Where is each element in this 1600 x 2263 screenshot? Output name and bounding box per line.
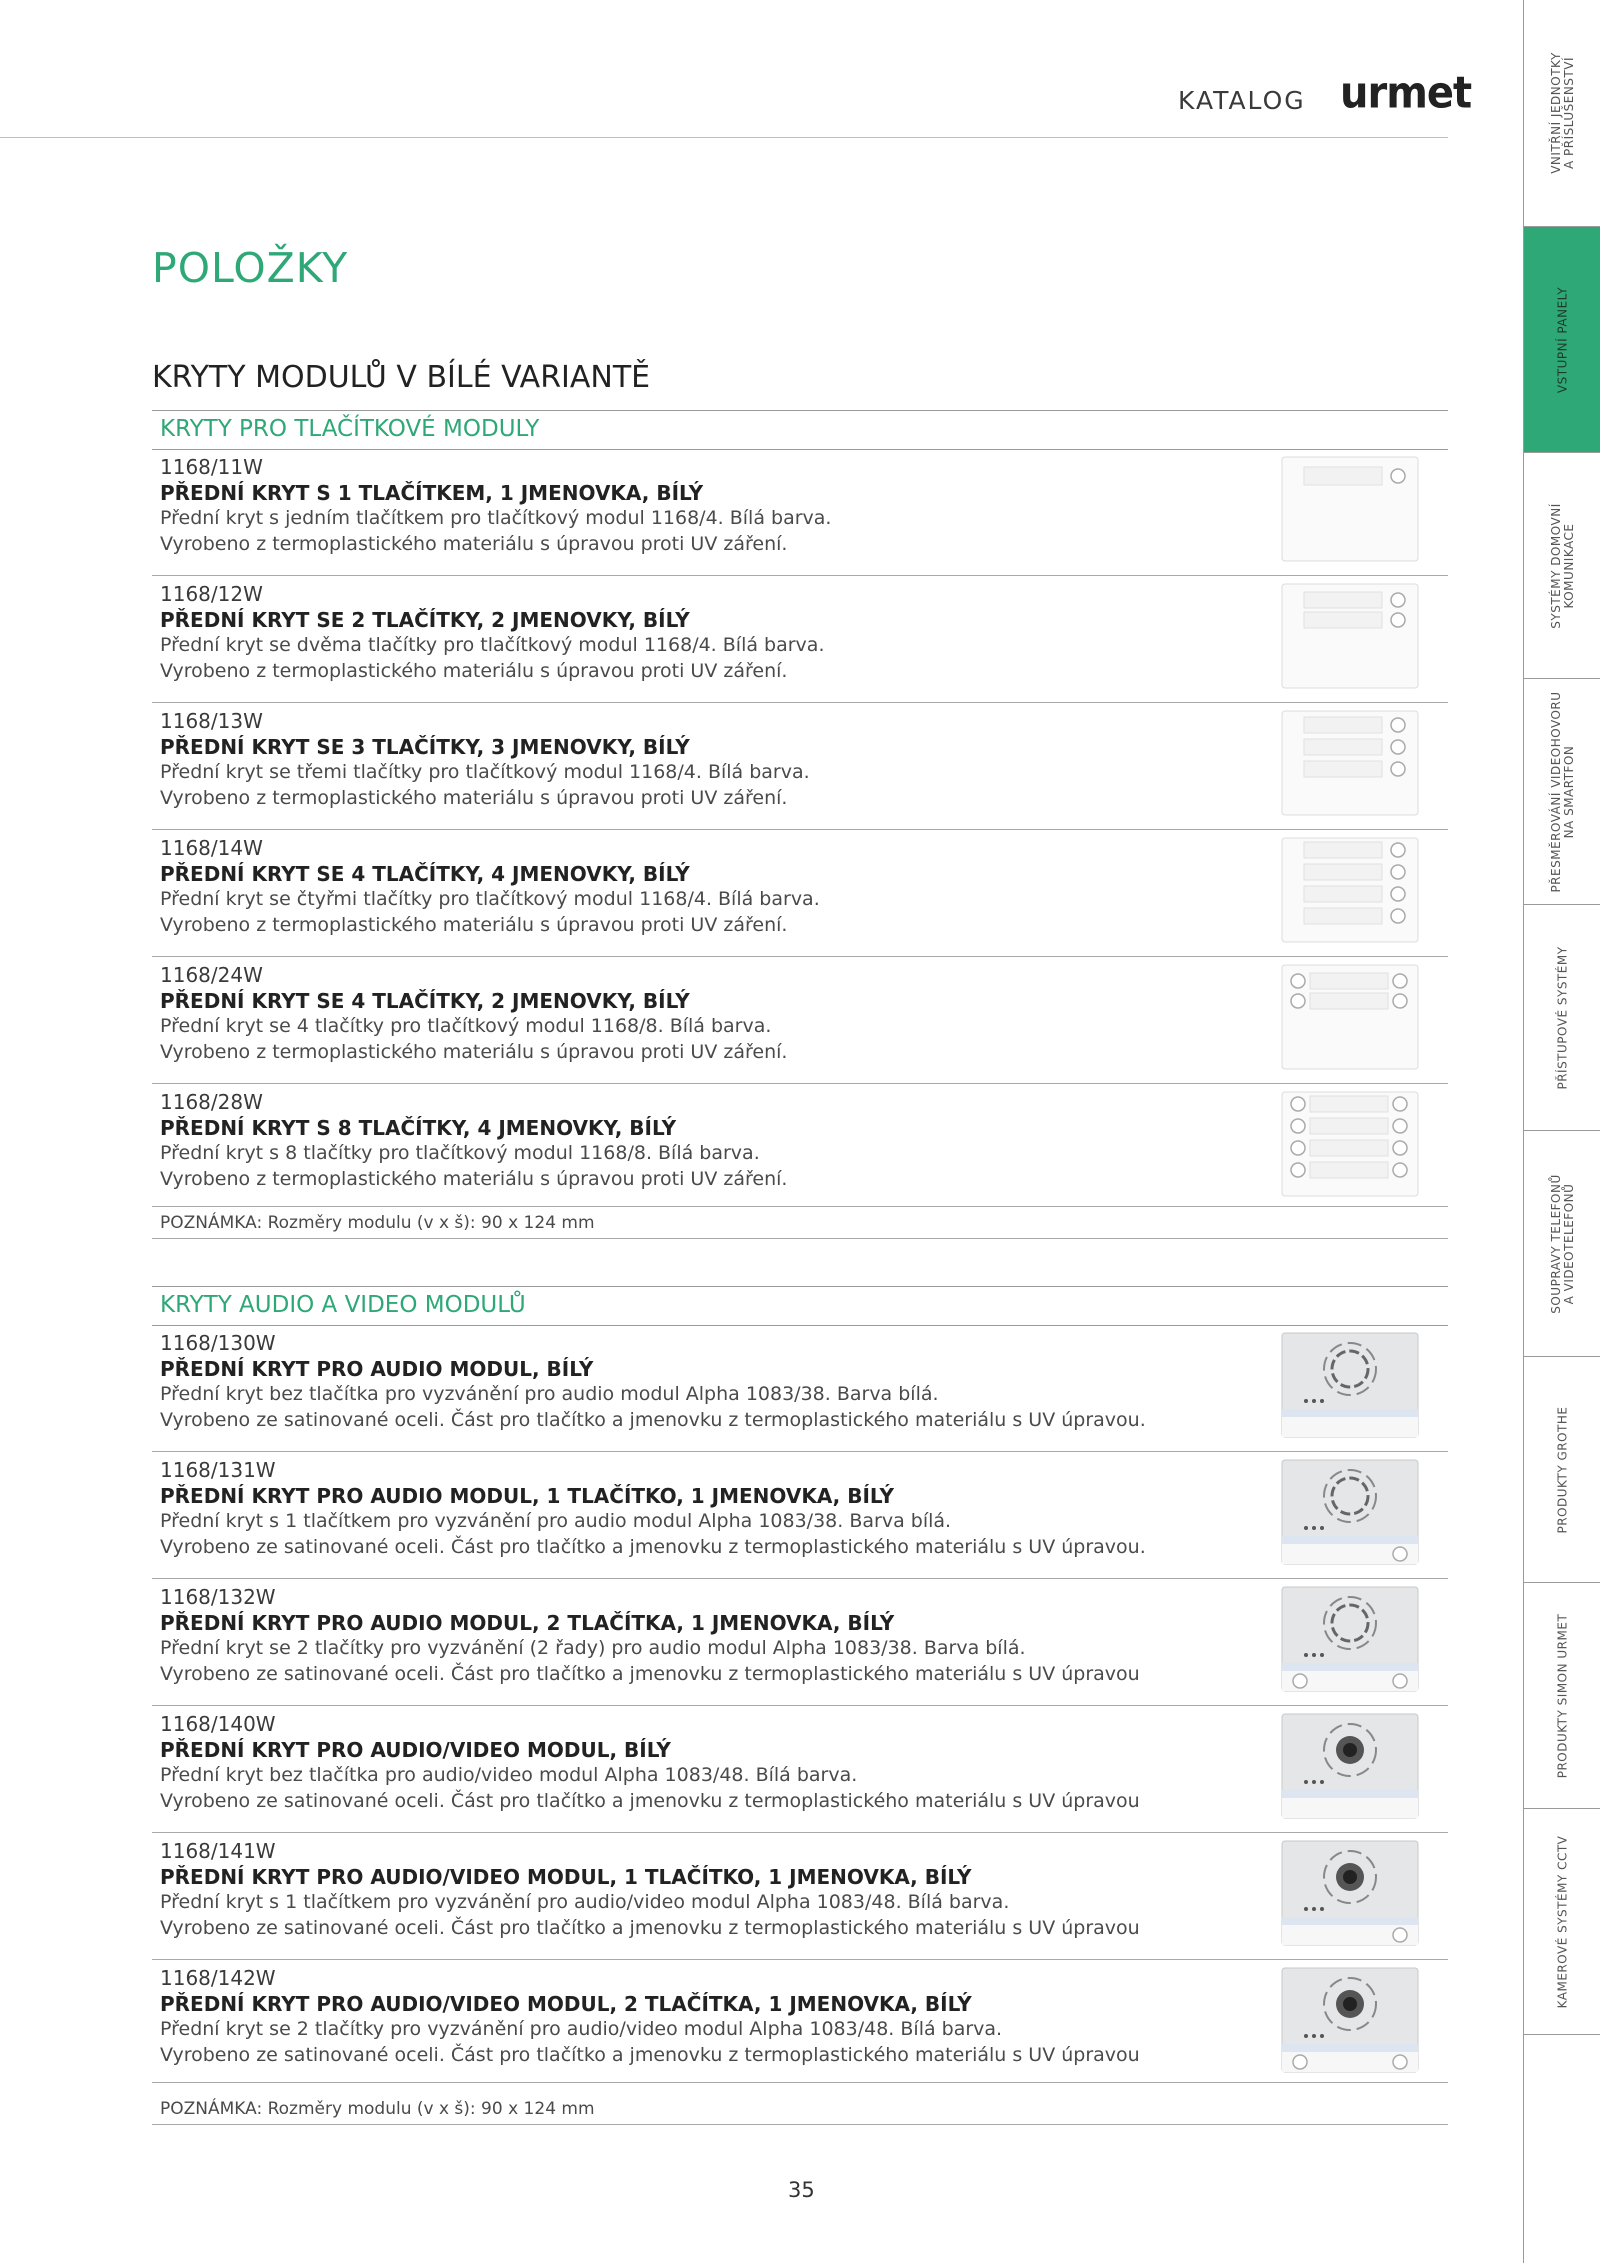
product-description: Přední kryt se dvěma tlačítky pro tlačítkový modul 1168/4. Bílá barva. — [160, 634, 825, 656]
product-description: Vyrobeno ze satinované oceli. Část pro tlačítko a jmenovku z termoplastického materiálu s UV úpravou. — [160, 1536, 1146, 1558]
product-name: PŘEDNÍ KRYT SE 2 TLAČÍTKY, 2 JMENOVKY, BÍLÝ — [160, 608, 690, 632]
product-code: 1168/130W — [160, 1331, 276, 1355]
product-name: PŘEDNÍ KRYT S 8 TLAČÍTKY, 4 JMENOVKY, BÍLÝ — [160, 1116, 677, 1140]
dimensions-note: POZNÁMKA: Rozměry modulu (v x š): 90 x 124 mm — [160, 1213, 595, 1233]
side-tab-bar — [1523, 0, 1600, 2263]
product-name: PŘEDNÍ KRYT PRO AUDIO/VIDEO MODUL, 2 TLAČÍTKA, 1 JMENOVKA, BÍLÝ — [160, 1992, 972, 2016]
side-tab-phone-kits[interactable] — [1524, 1131, 1600, 1357]
catalog-label: KATALOG — [1178, 86, 1306, 115]
product-description: Vyrobeno z termoplastického materiálu s úpravou proti UV záření. — [160, 914, 788, 936]
product-name: PŘEDNÍ KRYT SE 3 TLAČÍTKY, 3 JMENOVKY, BÍLÝ — [160, 735, 690, 759]
side-tab-label: PŘESMĚROVÁNÍ VIDEOHOVORU NA SMARTFON — [1548, 690, 1576, 893]
product-description: Vyrobeno z termoplastického materiálu s úpravou proti UV záření. — [160, 787, 788, 809]
product-item — [152, 1084, 1448, 1207]
product-description: Vyrobeno ze satinované oceli. Část pro tlačítko a jmenovku z termoplastického materiálu s UV úpravou — [160, 1917, 1140, 1939]
product-description: Přední kryt bez tlačítka pro vyzvánění pro audio modul Alpha 1083/38. Barva bílá. — [160, 1383, 939, 1405]
product-description: Vyrobeno z termoplastického materiálu s úpravou proti UV záření. — [160, 1041, 788, 1063]
button-panel-1-right-icon — [1280, 455, 1420, 563]
product-item — [152, 576, 1448, 703]
product-item — [152, 957, 1448, 1084]
audio-panel-2-button-icon — [1280, 1585, 1420, 1693]
product-description: Vyrobeno ze satinované oceli. Část pro tlačítko a jmenovku z termoplastického materiálu s UV úpravou — [160, 1790, 1140, 1812]
button-panel-4x2-icon — [1280, 1090, 1420, 1198]
product-name: PŘEDNÍ KRYT PRO AUDIO MODUL, BÍLÝ — [160, 1357, 594, 1381]
urmet-logo: urmet — [1340, 67, 1472, 119]
product-code: 1168/24W — [160, 963, 263, 987]
page-title: POLOŽKY — [152, 244, 349, 292]
product-description: Vyrobeno z termoplastického materiálu s úpravou proti UV záření. — [160, 533, 788, 555]
product-item — [152, 830, 1448, 957]
product-description: Přední kryt se 2 tlačítky pro vyzvánění (2 řady) pro audio modul Alpha 1083/38. Barva bílá. — [160, 1637, 1026, 1659]
product-item — [152, 1960, 1448, 2083]
product-name: PŘEDNÍ KRYT SE 4 TLAČÍTKY, 2 JMENOVKY, BÍLÝ — [160, 989, 690, 1013]
side-tab-label: PRODUKTY SIMON URMET — [1555, 1613, 1569, 1778]
side-tab-label: KAMEROVÉ SYSTÉMY CCTV — [1555, 1835, 1569, 2008]
product-description: Přední kryt s 1 tlačítkem pro vyzvánění pro audio modul Alpha 1083/38. Barva bílá. — [160, 1510, 952, 1532]
product-description: Přední kryt se čtyřmi tlačítky pro tlačítkový modul 1168/4. Bílá barva. — [160, 888, 820, 910]
button-panel-2-right-icon — [1280, 582, 1420, 690]
product-description: Vyrobeno z termoplastického materiálu s úpravou proti UV záření. — [160, 1168, 788, 1190]
product-description: Vyrobeno ze satinované oceli. Část pro tlačítko a jmenovku z termoplastického materiálu s UV úpravou. — [160, 1409, 1146, 1431]
product-name: PŘEDNÍ KRYT PRO AUDIO/VIDEO MODUL, BÍLÝ — [160, 1738, 671, 1762]
product-code: 1168/28W — [160, 1090, 263, 1114]
product-code: 1168/142W — [160, 1966, 276, 1990]
product-name: PŘEDNÍ KRYT S 1 TLAČÍTKEM, 1 JMENOVKA, BÍLÝ — [160, 481, 704, 505]
product-description: Přední kryt se 2 tlačítky pro vyzvánění pro audio/video modul Alpha 1083/48. Bílá barva. — [160, 2018, 1003, 2040]
product-code: 1168/132W — [160, 1585, 276, 1609]
side-tab-simon-urmet-products[interactable] — [1524, 1583, 1600, 1809]
section-title: KRYTY AUDIO A VIDEO MODULŮ — [160, 1292, 526, 1318]
side-tab-label: PRODUKTY GROTHE — [1555, 1406, 1569, 1533]
audio-panel-icon — [1280, 1331, 1420, 1439]
product-item — [152, 1833, 1448, 1960]
product-code: 1168/140W — [160, 1712, 276, 1736]
product-item — [152, 1325, 1448, 1452]
main-heading: KRYTY MODULŮ V BÍLÉ VARIANTĚ — [152, 360, 651, 395]
side-tab-label: PŘÍSTUPOVÉ SYSTÉMY — [1555, 945, 1569, 1090]
side-tab-indoor-units[interactable] — [1524, 0, 1600, 227]
product-description: Vyrobeno ze satinované oceli. Část pro tlačítko a jmenovku z termoplastického materiálu s UV úpravou — [160, 2044, 1140, 2066]
side-tab-access-systems[interactable] — [1524, 905, 1600, 1131]
product-description: Přední kryt s 8 tlačítky pro tlačítkový modul 1168/8. Bílá barva. — [160, 1142, 760, 1164]
product-description: Vyrobeno ze satinované oceli. Část pro tlačítko a jmenovku z termoplastického materiálu s UV úpravou — [160, 1663, 1140, 1685]
product-item — [152, 1579, 1448, 1706]
side-tab-label: VNITŘNÍ JEDNOTKY A PŘÍSLUŠENSTVÍ — [1548, 52, 1576, 174]
note-divider — [152, 2124, 1448, 2125]
section-title: KRYTY PRO TLAČÍTKOVÉ MODULY — [160, 416, 540, 442]
side-tab-label: SYSTÉMY DOMOVNÍ KOMUNIKACE — [1548, 502, 1576, 629]
section-header-audio-video-modules — [152, 1286, 1448, 1326]
button-panel-3-right-icon — [1280, 709, 1420, 817]
video-panel-1-button-icon — [1280, 1839, 1420, 1947]
product-description: Vyrobeno z termoplastického materiálu s úpravou proti UV záření. — [160, 660, 788, 682]
product-code: 1168/131W — [160, 1458, 276, 1482]
product-description: Přední kryt se 4 tlačítky pro tlačítkový modul 1168/8. Bílá barva. — [160, 1015, 772, 1037]
product-item — [152, 1452, 1448, 1579]
side-tab-cctv-systems[interactable] — [1524, 1809, 1600, 2035]
page-number: 35 — [788, 2178, 815, 2202]
button-panel-4-right-icon — [1280, 836, 1420, 944]
side-tab-label: SOUPRAVY TELEFONŮ A VIDEOTELEFONŮ — [1548, 1173, 1576, 1314]
product-code: 1168/11W — [160, 455, 263, 479]
product-name: PŘEDNÍ KRYT PRO AUDIO MODUL, 1 TLAČÍTKO, 1 JMENOVKA, BÍLÝ — [160, 1484, 895, 1508]
section-header-button-modules — [152, 410, 1448, 450]
side-tab-entrance-panels[interactable] — [1524, 227, 1600, 453]
product-name: PŘEDNÍ KRYT SE 4 TLAČÍTKY, 4 JMENOVKY, BÍLÝ — [160, 862, 690, 886]
video-panel-icon — [1280, 1712, 1420, 1820]
dimensions-note: POZNÁMKA: Rozměry modulu (v x š): 90 x 124 mm — [160, 2099, 595, 2119]
note-divider — [152, 1238, 1448, 1239]
product-code: 1168/12W — [160, 582, 263, 606]
audio-panel-1-button-icon — [1280, 1458, 1420, 1566]
side-tab-intercom-systems[interactable] — [1524, 453, 1600, 679]
side-tab-grothe-products[interactable] — [1524, 1357, 1600, 1583]
product-code: 1168/141W — [160, 1839, 276, 1863]
product-code: 1168/14W — [160, 836, 263, 860]
product-name: PŘEDNÍ KRYT PRO AUDIO/VIDEO MODUL, 1 TLAČÍTKO, 1 JMENOVKA, BÍLÝ — [160, 1865, 972, 1889]
product-description: Přední kryt s jedním tlačítkem pro tlačítkový modul 1168/4. Bílá barva. — [160, 507, 832, 529]
product-code: 1168/13W — [160, 709, 263, 733]
button-panel-2x2-icon — [1280, 963, 1420, 1071]
product-description: Přední kryt bez tlačítka pro audio/video modul Alpha 1083/48. Bílá barva. — [160, 1764, 858, 1786]
product-name: PŘEDNÍ KRYT PRO AUDIO MODUL, 2 TLAČÍTKA, 1 JMENOVKA, BÍLÝ — [160, 1611, 895, 1635]
side-tab-smartphone-forwarding[interactable] — [1524, 679, 1600, 905]
product-item — [152, 1706, 1448, 1833]
product-item — [152, 703, 1448, 830]
video-panel-2-button-icon — [1280, 1966, 1420, 2074]
side-tab-label: VSTUPNÍ PANELY — [1555, 286, 1569, 393]
product-description: Přední kryt s 1 tlačítkem pro vyzvánění pro audio/video modul Alpha 1083/48. Bílá barva. — [160, 1891, 1010, 1913]
product-description: Přední kryt se třemi tlačítky pro tlačítkový modul 1168/4. Bílá barva. — [160, 761, 810, 783]
header-divider — [0, 137, 1448, 138]
product-item — [152, 449, 1448, 576]
